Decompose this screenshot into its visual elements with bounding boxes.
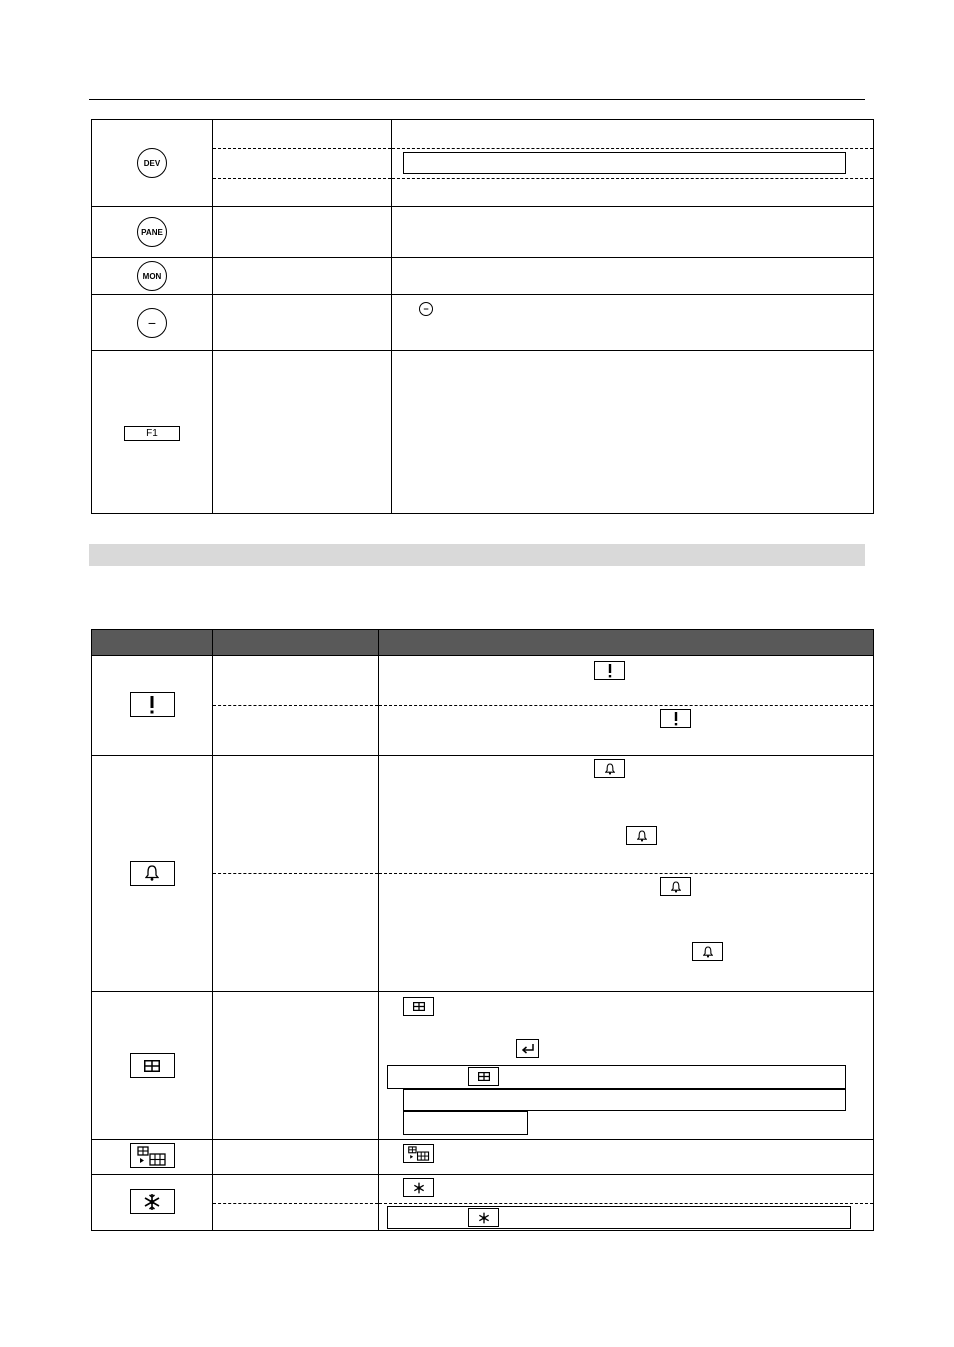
freeze-description-1 (379, 1175, 874, 1204)
sequence-grid-icon-cell (92, 1140, 213, 1175)
freeze-function-1 (213, 1175, 379, 1204)
freeze-function-2 (213, 1204, 379, 1231)
page-header-rule (89, 99, 865, 100)
sequence-grid-function (213, 1140, 379, 1175)
pane-function (213, 207, 392, 258)
minus-key-cell (92, 295, 213, 351)
bell-icon (660, 877, 691, 896)
dev-function-2 (213, 149, 392, 179)
exclamation-icon-cell (92, 656, 213, 756)
quad-grid-note-box (387, 1065, 846, 1089)
minus-inline-icon: − (419, 302, 433, 316)
exclamation-function-2 (213, 706, 379, 756)
quad-grid-function (213, 992, 379, 1140)
remote-keys-table (91, 119, 874, 514)
exclamation-function-1 (213, 656, 379, 706)
exclamation-icon[interactable] (130, 692, 175, 717)
quad-grid-note-box-3 (403, 1111, 528, 1135)
minus-function (213, 295, 392, 351)
exclamation-description-2 (379, 706, 874, 756)
bell-description-1 (379, 756, 874, 874)
status-icons-table (91, 629, 874, 1231)
pane-description (392, 207, 874, 258)
bell-description-2 (379, 874, 874, 992)
freeze-icon (403, 1178, 434, 1197)
minus-button[interactable]: − (137, 308, 167, 338)
sequence-grid-icon[interactable] (130, 1143, 175, 1168)
bell-icon[interactable] (130, 861, 175, 886)
mon-key-cell (92, 258, 213, 295)
bell-icon (594, 759, 625, 778)
pane-button[interactable]: PANE (137, 217, 167, 247)
quad-grid-icon[interactable] (130, 1053, 175, 1078)
mon-button[interactable]: MON (137, 261, 167, 291)
dev-button[interactable]: DEV (137, 148, 167, 178)
freeze-icon-cell (92, 1175, 213, 1231)
header-col-description (379, 630, 874, 656)
freeze-icon (468, 1208, 499, 1227)
quad-grid-icon-cell (92, 992, 213, 1140)
minus-description (392, 295, 874, 351)
header-col-name (213, 630, 379, 656)
pane-key-cell (92, 207, 213, 258)
f1-button[interactable]: F1 (124, 426, 180, 441)
dev-note-box (403, 152, 846, 174)
freeze-description-2 (379, 1204, 874, 1231)
mon-function (213, 258, 392, 295)
f1-description (392, 351, 874, 514)
bell-icon (692, 942, 723, 961)
quad-grid-icon (468, 1067, 499, 1086)
section-heading-bar (89, 544, 865, 566)
bell-icon-cell (92, 756, 213, 992)
dev-function-1 (213, 120, 392, 149)
freeze-note-box (387, 1206, 851, 1229)
dev-description-3 (392, 179, 874, 207)
quad-grid-note-box-2 (403, 1089, 846, 1111)
sequence-grid-icon (403, 1144, 434, 1163)
quad-grid-icon (403, 997, 434, 1016)
dev-function-3 (213, 179, 392, 207)
header-col-icon (92, 630, 213, 656)
f1-key-cell (92, 351, 213, 514)
bell-function-2 (213, 874, 379, 992)
mon-description (392, 258, 874, 295)
dev-key-cell (92, 120, 213, 207)
freeze-icon[interactable] (130, 1189, 175, 1214)
sequence-grid-description (379, 1140, 874, 1175)
exclamation-icon (660, 709, 691, 728)
bell-function-1 (213, 756, 379, 874)
exclamation-description-1 (379, 656, 874, 706)
f1-function (213, 351, 392, 514)
dev-description-1 (392, 120, 874, 149)
enter-icon (516, 1039, 539, 1058)
bell-icon (626, 826, 657, 845)
exclamation-icon (594, 661, 625, 680)
quad-grid-description (379, 992, 874, 1140)
dev-description-2 (392, 149, 874, 179)
